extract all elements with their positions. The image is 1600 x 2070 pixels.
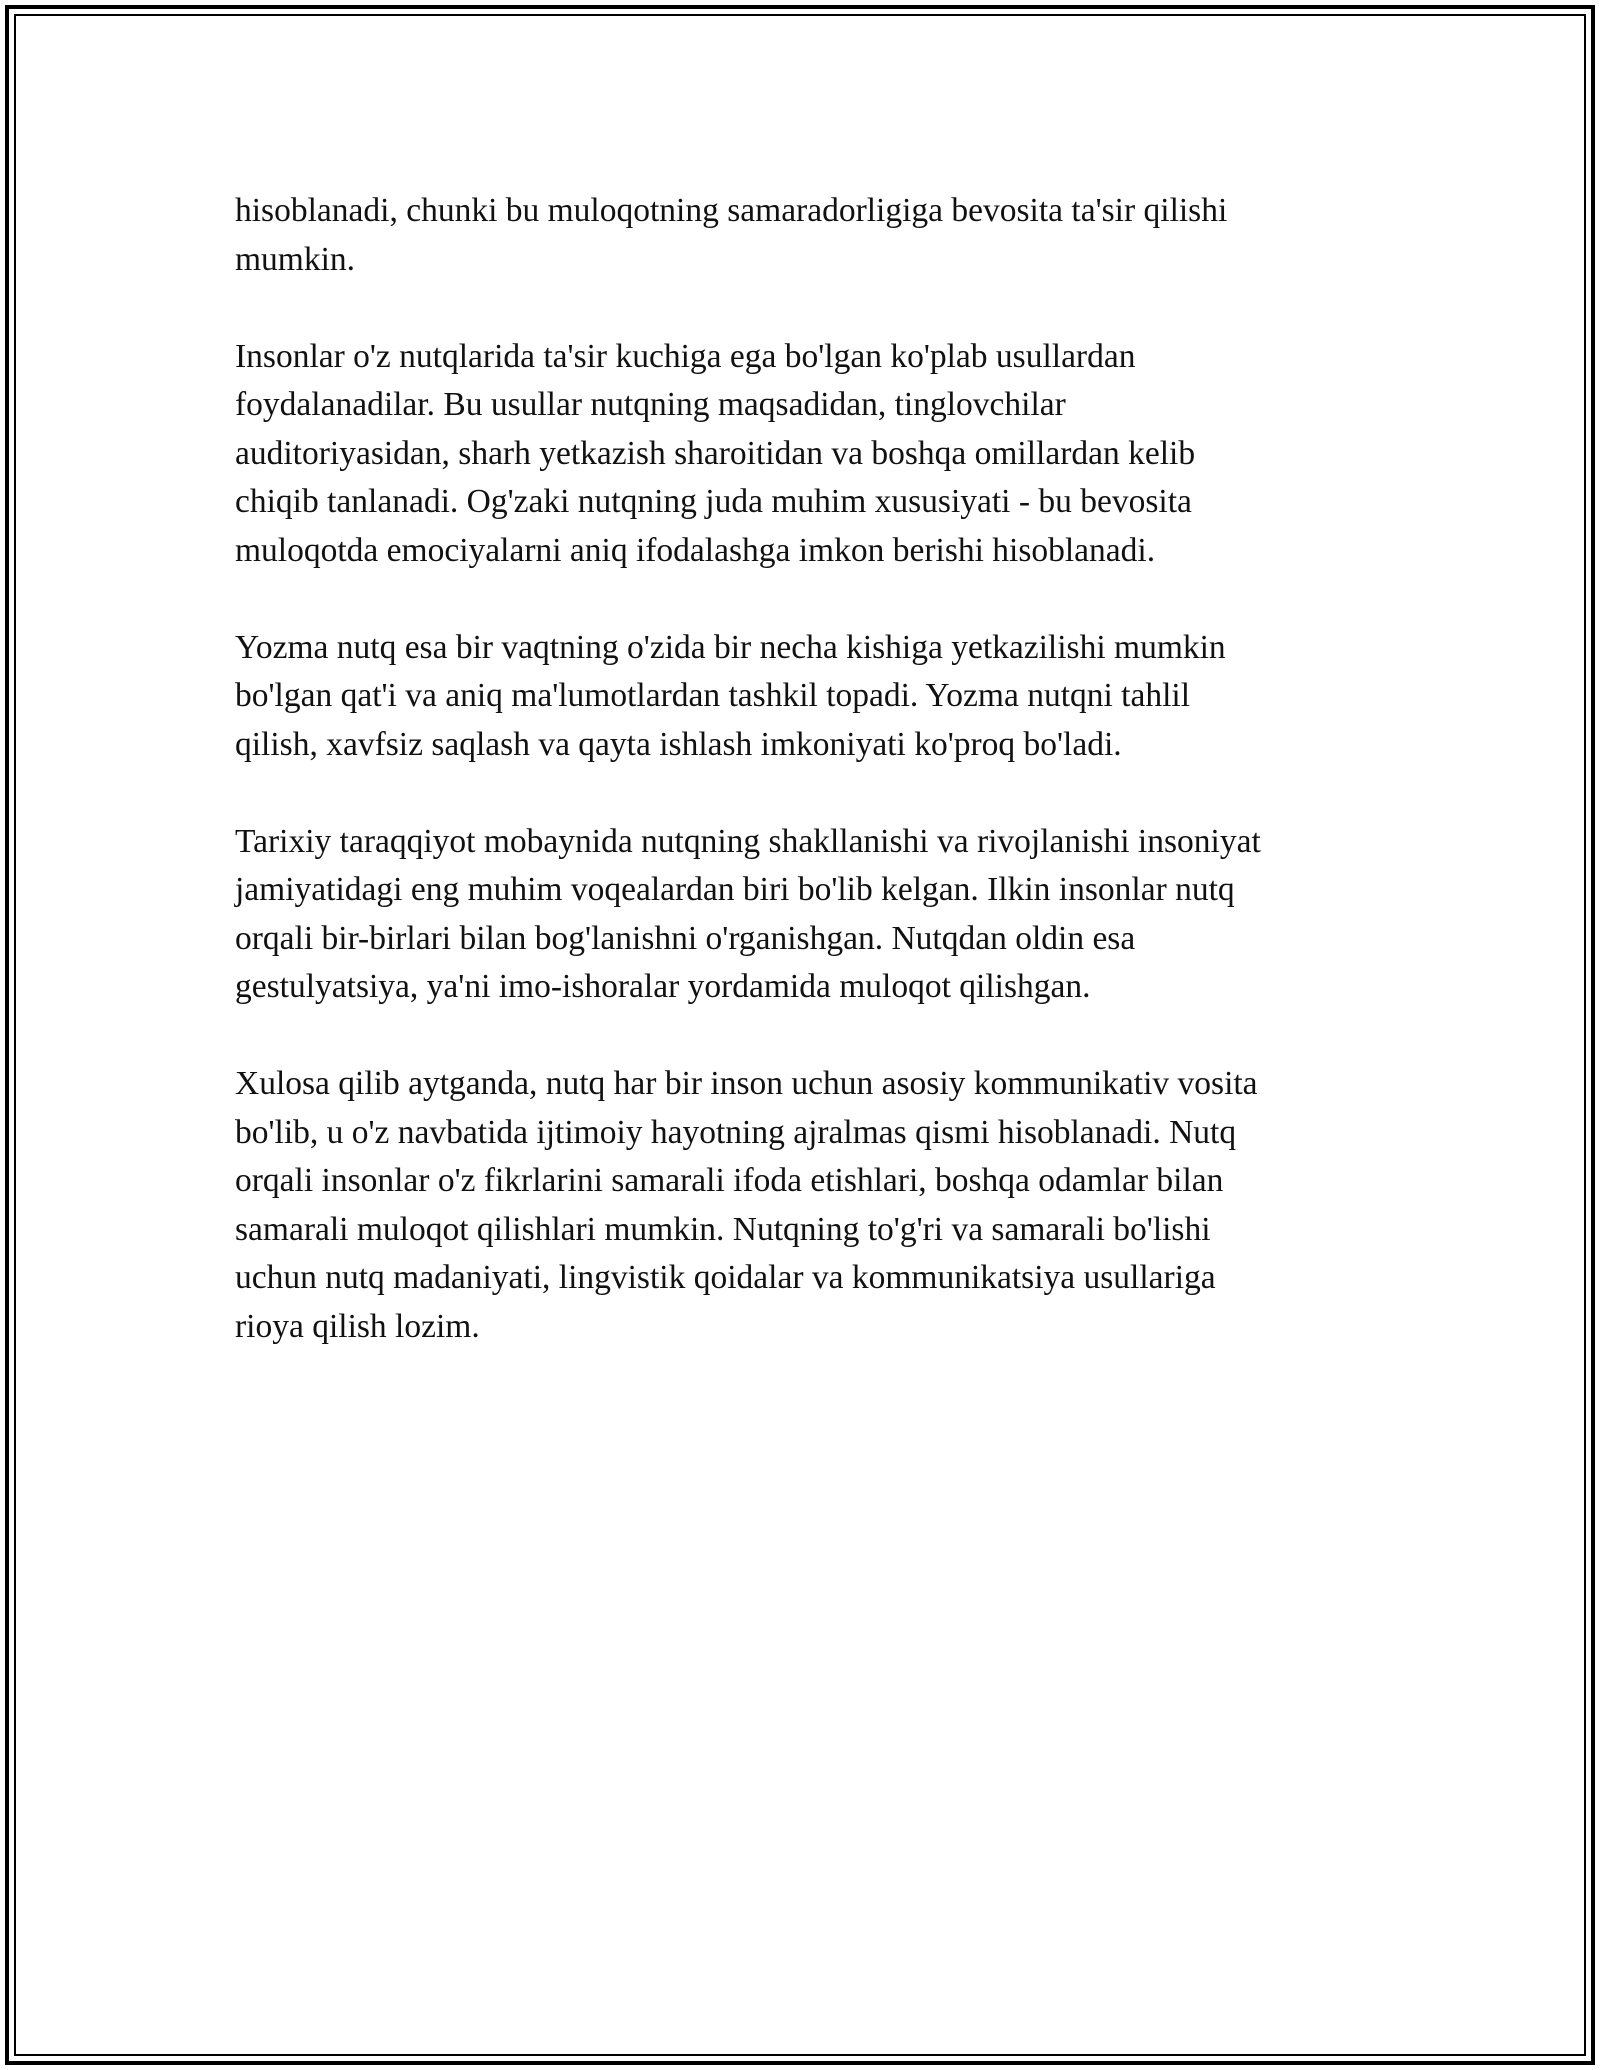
paragraph-1: hisoblanadi, chunki bu muloqotning samaradorligiga bevosita ta'sir qilishi mumkin. bbox=[235, 192, 1228, 278]
paragraph-2: Insonlar o'z nutqlarida ta'sir kuchiga ega bo'lgan ko'plab usullardan foydalanadilar. Bu usullar nutqning maqsadidan, tinglovchilar auditoriyasidan, sharh yetkazish sharoitidan va boshqa omillardan kelib chiqib tanlanadi. Og'zaki nutqning juda muhim xususiyati - bu bevosita muloqotda emociyalarni aniq ifodalashga imkon berishi hisoblanadi. bbox=[235, 337, 1196, 569]
paragraph-5: Xulosa qilib aytganda, nutq har bir inson uchun asosiy kommunikativ vosita bo'lib, u o'z navbatida ijtimoiy hayotning ajralmas qismi hisoblanadi. Nutq orqali insonlar o'z fikrlarini samarali ifoda etishlari, boshqa odamlar bilan samarali muloqot qilishlari mumkin. Nutqning to'g'ri va samarali bo'lishi uchun nutq madaniyati, lingvistik qoidalar va kommunikatsiya usullariga rioya qilish lozim. bbox=[235, 1065, 1258, 1345]
paragraph-4: Tarixiy taraqqiyot mobaynida nutqning shakllanishi va rivojlanishi insoniyat jamiyatidagi eng muhim voqealardan biri bo'lib kelgan. Ilkin insonlar nutq orqali bir-birlari bilan bog'lanishni o'rganishgan. Nutqdan oldin esa gestulyatsiya, ya'ni imo-ishoralar yordamida muloqot qilishgan. bbox=[235, 822, 1261, 1005]
paragraph-3: Yozma nutq esa bir vaqtning o'zida bir necha kishiga yetkazilishi mumkin bo'lgan qat'i va aniq ma'lumotlardan tashkil topadi. Yozma nutqni tahlil qilish, xavfsiz saqlash va qayta ishlash imkoniyati ko'proq bo'ladi. bbox=[235, 628, 1226, 763]
document-body bbox=[235, 187, 1375, 1400]
